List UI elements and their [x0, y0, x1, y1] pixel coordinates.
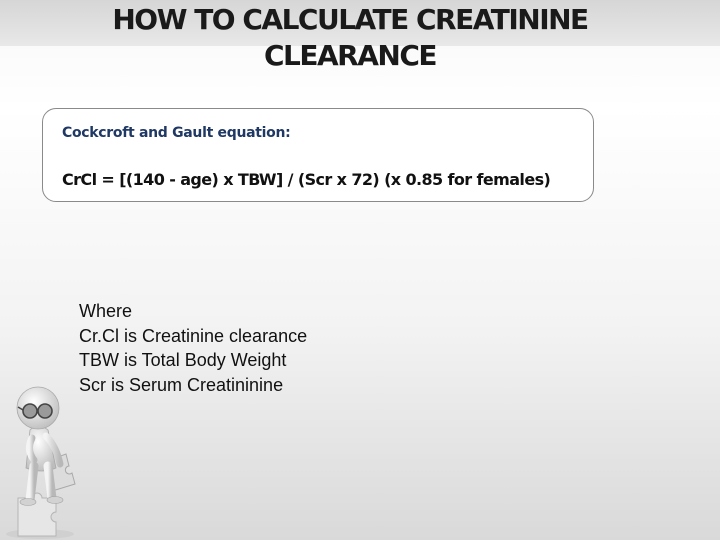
definition-scr: Scr is Serum Creatininine [79, 374, 284, 395]
figure-with-puzzle-illustration [0, 360, 110, 540]
definitions-list [79, 299, 307, 397]
slide-title [0, 2, 700, 74]
definition-crcl: Cr.Cl is Creatinine clearance [79, 325, 308, 346]
definition-where: Where [79, 301, 133, 321]
equation-formula: CrCl = [(140 - age) x TBW] / (Scr x 72) (x 0.85 for females) [62, 170, 551, 189]
slide-title-line-1: HOW TO CALCULATE CREATININE [112, 3, 588, 36]
equation-box [42, 108, 594, 202]
definition-tbw: TBW is Total Body Weight [79, 350, 287, 370]
slide-title-line-2: CLEARANCE [263, 39, 437, 72]
equation-heading: Cockcroft and Gault equation: [62, 125, 291, 141]
